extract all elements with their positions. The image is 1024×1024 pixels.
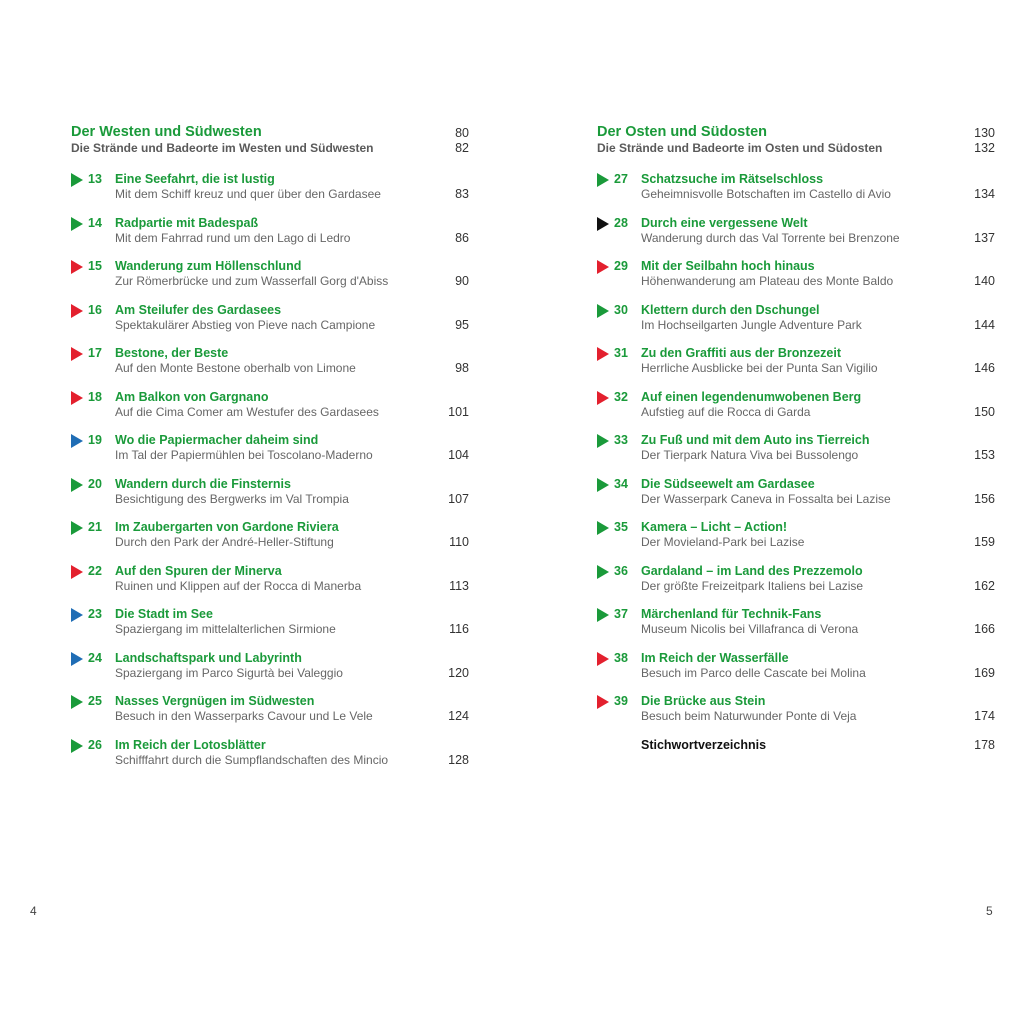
entry-title: Im Reich der Wasserfälle [641, 650, 789, 665]
index-page: 178 [974, 737, 995, 752]
entry-title: Auf einen legendenumwobenen Berg [641, 389, 862, 404]
entry-page: 104 [448, 448, 469, 462]
entry-number: 31 [614, 346, 628, 360]
arrow-marker-icon [71, 304, 83, 318]
entry-page: 153 [974, 448, 995, 462]
toc-entry[interactable] [71, 303, 469, 347]
arrow-marker-icon [597, 173, 609, 187]
entry-title: Auf den Spuren der Minerva [115, 563, 282, 578]
entry-number: 15 [88, 259, 102, 273]
index-row[interactable] [597, 738, 995, 758]
toc-entry[interactable] [71, 259, 469, 303]
entry-title: Schatzsuche im Rätselschloss [641, 172, 824, 186]
entry-page: 124 [448, 709, 469, 723]
toc-entry[interactable] [597, 433, 995, 477]
toc-entry[interactable] [71, 390, 469, 434]
entry-title: Die Südseewelt am Gardasee [641, 476, 815, 491]
entry-number: 36 [614, 563, 628, 578]
arrow-marker-icon [597, 217, 609, 231]
arrow-marker-icon [71, 260, 83, 274]
entry-title: Die Stadt im See [115, 607, 213, 621]
arrow-marker-icon [597, 695, 609, 709]
section-subtitle: Die Strände und Badeorte im Westen und Südwesten [71, 141, 374, 155]
arrow-marker-icon [597, 608, 609, 622]
entry-subtitle: Der größte Freizeitpark Italiens bei Lazise [641, 578, 864, 593]
arrow-marker-icon [71, 608, 83, 622]
entry-number: 27 [614, 172, 628, 186]
entry-page: 150 [974, 404, 995, 419]
arrow-marker-icon [71, 521, 83, 535]
entry-title: Gardaland – im Land des Prezzemolo [641, 563, 863, 578]
entry-subtitle: Spaziergang im Parco Sigurtà bei Valeggio [115, 665, 343, 680]
entry-number: 26 [88, 737, 102, 752]
right-column [597, 124, 995, 758]
entry-number: 23 [88, 607, 102, 621]
entry-title: Im Zaubergarten von Gardone Riviera [115, 520, 339, 534]
entry-title: Wandern durch die Finsternis [115, 476, 291, 491]
entry-page: 137 [974, 230, 995, 245]
arrow-marker-icon [71, 173, 83, 187]
entry-title: Zu Fuß und mit dem Auto ins Tierreich [641, 433, 870, 447]
entry-number: 39 [614, 694, 628, 708]
arrow-marker-icon [597, 347, 609, 361]
toc-list-east [597, 172, 995, 738]
toc-entry[interactable] [71, 520, 469, 564]
entry-subtitle: Museum Nicolis bei Villafranca di Verona [641, 622, 859, 636]
entry-page: 169 [974, 665, 995, 680]
arrow-marker-icon [71, 434, 83, 448]
toc-entry[interactable] [597, 390, 995, 434]
entry-subtitle: Besichtigung des Bergwerks im Val Trompia [115, 491, 349, 506]
entry-number: 25 [88, 694, 102, 708]
entry-page: 113 [449, 578, 469, 593]
entry-subtitle: Auf den Monte Bestone oberhalb von Limone [115, 361, 356, 375]
toc-entry[interactable] [71, 477, 469, 521]
arrow-marker-icon [597, 391, 609, 405]
entry-subtitle: Durch den Park der André-Heller-Stiftung [115, 535, 334, 549]
entry-number: 13 [88, 172, 102, 186]
section-title-page: 130 [974, 126, 995, 140]
entry-title: Am Steilufer des Gardasees [115, 302, 282, 317]
arrow-marker-icon [71, 695, 83, 709]
entry-subtitle: Besuch beim Naturwunder Ponte di Veja [641, 709, 857, 723]
entry-page: 146 [974, 361, 995, 375]
toc-entry[interactable] [597, 172, 995, 216]
entry-page: 95 [455, 317, 469, 332]
entry-subtitle: Herrliche Ausblicke bei der Punta San Vigilio [641, 361, 878, 375]
entry-number: 38 [614, 650, 628, 665]
arrow-marker-icon [71, 652, 83, 666]
toc-entry[interactable] [597, 216, 995, 260]
entry-subtitle: Schifffahrt durch die Sumpflandschaften des Mincio [115, 752, 389, 767]
entry-page: 90 [455, 274, 469, 288]
toc-entry[interactable] [71, 694, 469, 738]
section-header-west [71, 124, 469, 172]
entry-number: 30 [614, 302, 628, 317]
entry-subtitle: Besuch in den Wasserparks Cavour und Le Vele [115, 709, 373, 723]
entry-subtitle: Der Wasserpark Caneva in Fossalta bei Lazise [641, 491, 891, 506]
toc-entry[interactable] [71, 607, 469, 651]
entry-number: 19 [88, 433, 102, 447]
arrow-marker-icon [597, 434, 609, 448]
toc-entry[interactable] [597, 346, 995, 390]
toc-entry[interactable] [597, 651, 995, 695]
entry-title: Bestone, der Beste [115, 346, 229, 360]
entry-subtitle: Zur Römerbrücke und zum Wasserfall Gorg d'Abiss [115, 274, 389, 288]
arrow-marker-icon [71, 391, 83, 405]
entry-number: 28 [614, 215, 628, 230]
entry-subtitle: Wanderung durch das Val Torrente bei Brenzone [641, 230, 900, 245]
arrow-marker-icon [597, 565, 609, 579]
entry-page: 166 [974, 622, 995, 636]
entry-number: 24 [88, 650, 102, 665]
toc-entry[interactable] [597, 694, 995, 738]
section-subtitle-page: 132 [974, 141, 995, 155]
entry-title: Durch eine vergessene Welt [641, 215, 808, 230]
entry-number: 32 [614, 389, 628, 404]
toc-entry[interactable] [597, 477, 995, 521]
entry-number: 33 [614, 433, 628, 447]
entry-number: 29 [614, 259, 628, 273]
entry-page: 144 [974, 317, 995, 332]
entry-page: 86 [455, 230, 469, 245]
entry-subtitle: Geheimnisvolle Botschaften im Castello di Avio [641, 187, 891, 201]
toc-entry[interactable] [71, 346, 469, 390]
entry-number: 21 [88, 520, 102, 534]
entry-page: 140 [974, 274, 995, 288]
entry-title: Märchenland für Technik-Fans [641, 607, 822, 621]
entry-page: 134 [974, 187, 995, 201]
arrow-marker-icon [597, 521, 609, 535]
page-number-right: 5 [986, 904, 993, 918]
entry-number: 22 [88, 563, 102, 578]
entry-title: Nasses Vergnügen im Südwesten [115, 694, 315, 708]
arrow-marker-icon [71, 478, 83, 492]
entry-page: 116 [449, 622, 469, 636]
entry-title: Landschaftspark und Labyrinth [115, 650, 302, 665]
arrow-marker-icon [71, 347, 83, 361]
page-number-left: 4 [30, 904, 37, 918]
entry-title: Die Brücke aus Stein [641, 694, 766, 708]
entry-subtitle: Auf die Cima Comer am Westufer des Gardasees [115, 404, 379, 419]
toc-entry[interactable] [597, 259, 995, 303]
entry-subtitle: Mit dem Schiff kreuz und quer über den Gardasee [115, 187, 381, 201]
toc-entry[interactable] [597, 607, 995, 651]
entry-page: 98 [455, 361, 469, 375]
index-title: Stichwortverzeichnis [641, 737, 767, 752]
toc-entry[interactable] [71, 564, 469, 608]
entry-number: 16 [88, 302, 102, 317]
arrow-marker-icon [71, 565, 83, 579]
entry-title: Kamera – Licht – Action! [641, 520, 788, 534]
section-title-page: 80 [455, 126, 469, 140]
entry-subtitle: Im Tal der Papiermühlen bei Toscolano-Maderno [115, 448, 373, 462]
entry-subtitle: Im Hochseilgarten Jungle Adventure Park [641, 317, 862, 332]
section-title: Der Osten und Südosten [597, 124, 767, 140]
entry-number: 14 [88, 215, 102, 230]
entry-subtitle: Aufstieg auf die Rocca di Garda [641, 404, 811, 419]
toc-entry[interactable] [71, 433, 469, 477]
entry-number: 34 [614, 476, 628, 491]
entry-subtitle: Der Tierpark Natura Viva bei Bussolengo [641, 448, 859, 462]
arrow-marker-icon [71, 217, 83, 231]
section-header-east [597, 124, 995, 172]
arrow-marker-icon [597, 652, 609, 666]
left-column [71, 124, 469, 781]
toc-entry[interactable] [71, 651, 469, 695]
toc-entry[interactable] [71, 172, 469, 216]
entry-page: 110 [449, 535, 469, 549]
entry-title: Eine Seefahrt, die ist lustig [115, 172, 275, 186]
entry-page: 120 [448, 665, 469, 680]
entry-subtitle: Besuch im Parco delle Cascate bei Molina [641, 665, 866, 680]
entry-title: Im Reich der Lotosblätter [115, 737, 266, 752]
section-title: Der Westen und Südwesten [71, 124, 262, 140]
entry-title: Radpartie mit Badespaß [115, 215, 259, 230]
entry-number: 17 [88, 346, 102, 360]
arrow-marker-icon [597, 304, 609, 318]
entry-subtitle: Spektakulärer Abstieg von Pieve nach Campione [115, 317, 376, 332]
entry-subtitle: Der Movieland-Park bei Lazise [641, 535, 805, 549]
entry-number: 18 [88, 389, 102, 404]
section-subtitle-page: 82 [455, 141, 469, 155]
arrow-marker-icon [71, 739, 83, 753]
entry-title: Mit der Seilbahn hoch hinaus [641, 259, 815, 273]
arrow-marker-icon [597, 478, 609, 492]
entry-page: 159 [974, 535, 995, 549]
entry-page: 83 [455, 187, 469, 201]
toc-entry[interactable] [597, 564, 995, 608]
toc-entry[interactable] [71, 738, 469, 782]
entry-title: Wo die Papiermacher daheim sind [115, 433, 319, 447]
entry-subtitle: Ruinen und Klippen auf der Rocca di Manerba [115, 578, 362, 593]
entry-number: 20 [88, 476, 102, 491]
entry-subtitle: Mit dem Fahrrad rund um den Lago di Ledro [115, 230, 351, 245]
entry-page: 174 [974, 709, 995, 723]
entry-number: 37 [614, 607, 628, 621]
entry-page: 101 [448, 404, 469, 419]
toc-entry[interactable] [597, 520, 995, 564]
entry-page: 156 [974, 491, 995, 506]
entry-page: 162 [974, 578, 995, 593]
entry-title: Klettern durch den Dschungel [641, 302, 820, 317]
entry-page: 128 [448, 752, 469, 767]
entry-title: Wanderung zum Höllenschlund [115, 259, 302, 273]
toc-entry[interactable] [597, 303, 995, 347]
entry-page: 107 [448, 491, 469, 506]
section-subtitle: Die Strände und Badeorte im Osten und Südosten [597, 141, 883, 155]
arrow-marker-icon [597, 260, 609, 274]
entry-title: Am Balkon von Gargnano [115, 389, 269, 404]
toc-entry[interactable] [71, 216, 469, 260]
toc-list-west [71, 172, 469, 781]
entry-subtitle: Spaziergang im mittelalterlichen Sirmione [115, 622, 336, 636]
entry-number: 35 [614, 520, 628, 534]
entry-subtitle: Höhenwanderung am Plateau des Monte Baldo [641, 274, 894, 288]
entry-title: Zu den Graffiti aus der Bronzezeit [641, 346, 842, 360]
